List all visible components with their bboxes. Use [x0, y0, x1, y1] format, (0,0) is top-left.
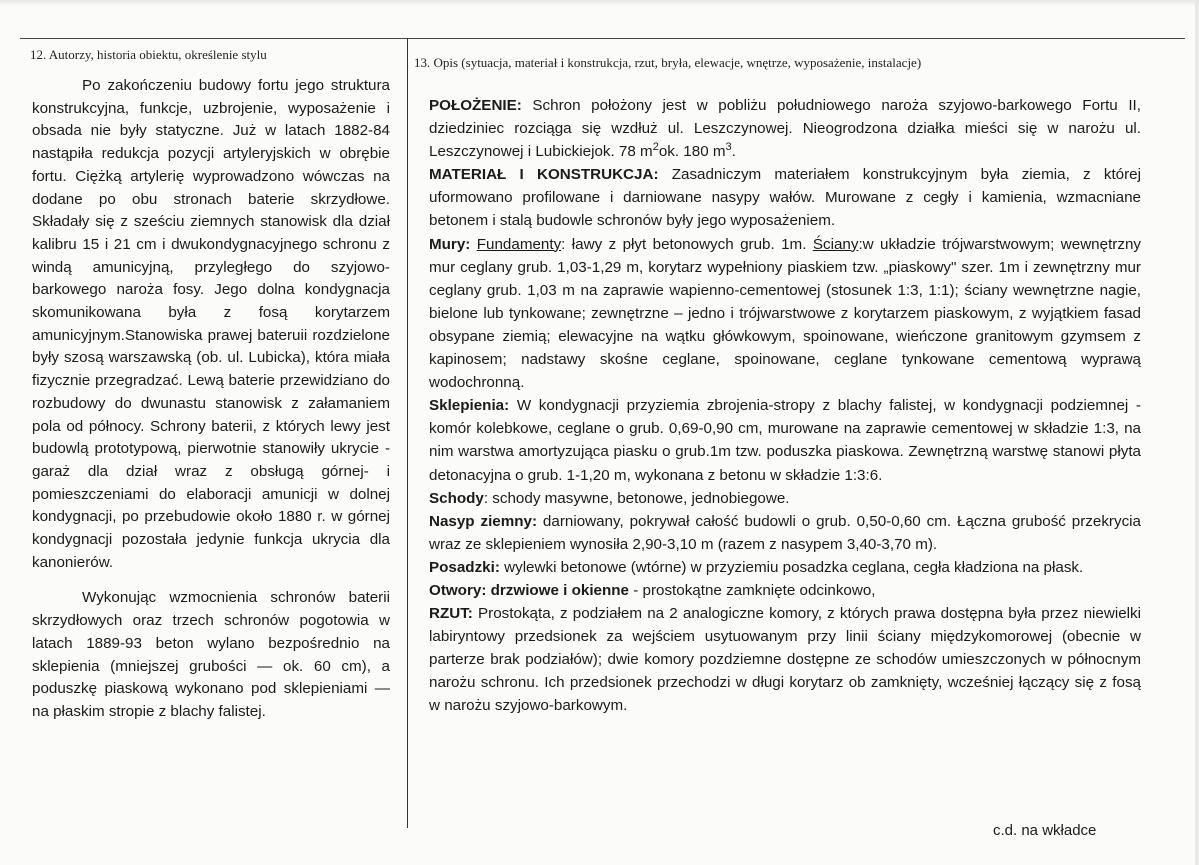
section-13-header: 13. Opis (sytuacja, materiał i konstrukcja, rzut, bryła, elewacje, wnętrze, wyposażenie, instalacje) [414, 55, 922, 70]
polozenie-end: . [731, 143, 736, 161]
mury-text-2: :w układzie trójwarstwowym; wewnętrzny mur ceglany grub. 1,03-1,29 m, korytarz wypełniony piaskiem tzw. „piaskowy" szer. 1m i zewnętrzny mur ceglany grub. 1,03 m na zaprawie wapienno-cementowej (stosunek 1:3, 1:1); ściany wewnętrzne nagie, bielone lub tynkowane; zewnętrzne – jedno i trójwarstwowe z korytarzem piaskowym, z wyjątkiem fasad obsypane ziemią; elewacyjne na wątku główkowym, spoinowane, wieńczone granitowym gzymsem z kapinosem; nadstawy skośne ceglane, spoinowane, ceglane tynkowane cementową wyprawą wodochronną. [429, 235, 1141, 392]
scan-edge [0, 0, 1199, 6]
mury-paragraph [429, 233, 1141, 395]
history-column [32, 75, 390, 724]
posadzki-paragraph [429, 556, 1141, 579]
mury-text-1: : ławy z płyt betonowych grub. 1m. [561, 235, 813, 253]
volume-unit-exponent: 3 [725, 141, 732, 154]
material-paragraph [429, 163, 1141, 232]
material-label: MATERIAŁ I KONSTRUKCJA: [429, 166, 659, 184]
otwory-paragraph [429, 579, 1141, 602]
schody-label: Schody [429, 489, 484, 507]
history-paragraph-2: Wykonując wzmocnienia schronów baterii skrzydłowych oraz trzech schronów pogotowia w latach 1889-93 beton wylano bezpośrednio na sklepienia (mniejszej grubości — ok. 60 cm), a poduszkę piaskową wykonano pod sklepieniami — na płaskim stropie z blachy falistej. [32, 589, 390, 720]
rzut-label: RZUT: [429, 605, 473, 623]
otwory-text: - prostokątne zamknięte odcinkowo, [629, 581, 876, 599]
area-unit-exponent: 2 [652, 141, 659, 154]
posadzki-text: wylewki betonowe (wtórne) w przyziemiu posadzka ceglana, cegła kładziona na płask. [499, 558, 1084, 576]
description-column [429, 94, 1141, 718]
nasyp-paragraph [429, 510, 1141, 556]
polozenie-paragraph [429, 94, 1141, 163]
rzut-paragraph [429, 602, 1141, 717]
sklepienia-label: Sklepienia: [429, 397, 510, 415]
schody-text: : schody masywne, betonowe, jednobiegowe. [483, 489, 790, 507]
scan-edge [1195, 0, 1199, 865]
sciany-label: Ściany [812, 235, 859, 253]
rzut-text: Prostokąta, z podziałem na 2 analogiczne komory, z których prawa dostępna była przez niewielki labiryntowy przedsionek za wejściem usytuowanym przy linii ściany międzykomorowej (obecnie w parterze brak podziałów); dwie komory pozdziemne dostępne ze schodów umieszczonych w północnym narożu schronu. Ich przedsionek przechodzi w długi korytarz ob zamknięty, wcześniej łączący się z fosą w narożu szyjowo-barkowym. [429, 605, 1141, 715]
continued-note: c.d. na wkładce [993, 822, 1097, 839]
sklepienia-text: W kondygnacji przyziemia zbrojenia-stropy z blachy falistej, w kondygnacji podziemnej - komór kolebkowe, ceglane o grub. 0,69-0,90 cm, murowane na zaprawie cementowej w składzie 1:3, na nim warstwa amortyzująca piasku o grub.1m tzw. poduszka piaskowa. Zewnętrzną warstwę stanowi płyta detonacyjna o grub. 1-1,20 m, wykonana z betonu w składzie 1:3:6. [429, 397, 1141, 484]
nasyp-text: darniowany, pokrywał całość budowli o grub. 0,50-0,60 cm. Łączna grubość przekrycia wraz ze sklepieniem wynosiła 2,90-3,10 m (razem z nasypem 3,40-3,70 m). [429, 512, 1141, 553]
polozenie-text: Schron położony jest w pobliżu południowego naroża szyjowo-barkowego Fortu II, dziedziniec rozciąga się wzdłuż ul. Leszczynowej. Nieogrodzona działka mieści się w narożu ul. Leszczynowej i Lubickiejok. 78 m [429, 97, 1141, 161]
schody-paragraph [429, 487, 1141, 510]
history-paragraph-1: Po zakończeniu budowy fortu jego struktura konstrukcyjna, funkcje, uzbrojenie, wyposażenie i obsada nie były statyczne. Już w latach 1882-84 nastąpiła redukcja pozycji artyleryjskich w obrębie fortu. Ciężką artylerię wyprowadzono wówczas na dodane po obu stronach baterie skrzydłowe. Składały się z sześciu ziemnych stanowisk dla dział kalibru 15 i 21 cm i dwukondygnacyjnego schronu z windą amunicyjną, przyległego do szyjowo-barkowego naroża fosy. Jego dolna kondygnacja skomunikowana była z fosą korytarzem amunicyjnym.Stanowiska prawej bateruii rozdzielone były szosą warszawską (ob. ul. Lubicka), która miała fizycznie przegradzać. Lewą baterie przewidziano do rozbudowy do dwunastu stanowisk z załamaniem pola od północy. Schrony baterii, z których lewy jest budowlą prototypową, pierwotnie stanowiły ukrycie - garaż dla dział wraz z obsługą górnej- i pomieszczeniami do elaboracji amunicji w dolnej kondygnacji, po przebudowie około 1880 r. w górnej kondygnacji pozostała jedynie funkcja ukrycia dla kanonierów. [32, 77, 390, 571]
material-text: Zasadniczym materiałem konstrukcyjnym była ziemia, z której uformowano profilowane i darniowane nasypy wałów. Murowane z cegły i kamienia, wzmacniane betonem i stalą budowle schronów były jego wyposażeniem. [429, 166, 1141, 230]
top-rule [20, 38, 1185, 39]
fundamenty-label: Fundamenty [476, 235, 562, 253]
posadzki-label: Posadzki: [429, 558, 500, 576]
nasyp-label: Nasyp ziemny: [429, 512, 538, 530]
polozenie-mid: ok. 180 m [658, 143, 726, 161]
polozenie-label: POŁOŻENIE: [429, 97, 522, 114]
otwory-label: Otwory: drzwiowe i okienne [429, 581, 629, 599]
mury-label: Mury: [429, 235, 471, 253]
sklepienia-paragraph [429, 394, 1141, 486]
column-divider [407, 38, 408, 828]
section-12-header: 12. Autorzy, historia obiektu, określenie stylu [30, 47, 267, 62]
